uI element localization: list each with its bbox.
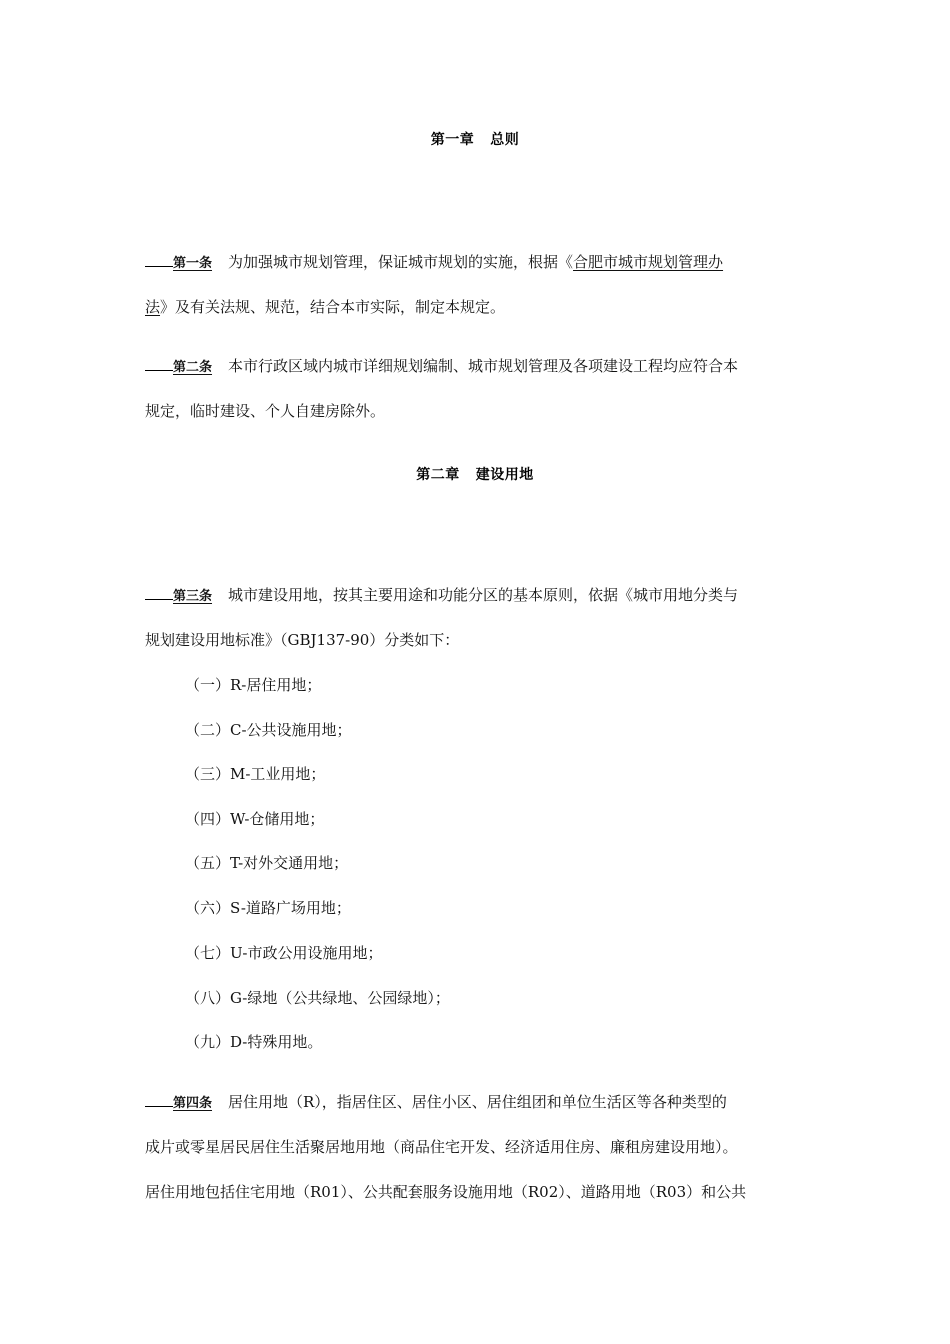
- article-1-reference-link[interactable]: 合肥市城市规划管理办: [573, 253, 724, 271]
- article-1-line-1: [145, 252, 810, 274]
- list-item: （八）G-绿地（公共绿地、公园绿地）；: [185, 989, 450, 1007]
- list-item: （五）T-对外交通用地；: [185, 854, 349, 872]
- article-4-line-2: [145, 1137, 810, 1157]
- article-2-line-2: [145, 401, 810, 421]
- list-item: （九）D-特殊用地。: [185, 1033, 323, 1051]
- chapter-2-title: 建设用地: [475, 467, 534, 483]
- article-2-text-1: 本市行政区域内城市详细规划编制、城市规划管理及各项建设工程均应符合本: [228, 357, 739, 375]
- article-1-reference-link-end[interactable]: 法: [145, 298, 161, 316]
- article-1-text-post: 》及有关法规、规范，结合本市实际，制定本规定。: [160, 298, 506, 316]
- article-2-label: 第二条: [173, 360, 213, 375]
- article-3-text-1: 城市建设用地，按其主要用途和功能分区的基本原则，依据《城市用地分类与: [228, 586, 739, 604]
- article-3-line-1: [145, 585, 810, 607]
- article-3-text-2: 规划建设用地标准》（GBJ137-90）分类如下：: [145, 631, 460, 649]
- list-item: （二）C-公共设施用地；: [185, 721, 352, 739]
- chapter-2-heading: [0, 464, 950, 484]
- article-1-line-2: [145, 297, 810, 317]
- article-4-text-2: 成片或零星居民居住生活聚居地用地（商品住宅开发、经济适用住房、廉租房建设用地）。: [145, 1138, 738, 1156]
- article-4-text-3: 居住用地包括住宅用地（R01）、公共配套服务设施用地（R02）、道路用地（R03）和公共: [145, 1183, 747, 1201]
- chapter-1-number: 第一章: [430, 132, 475, 148]
- article-2-text-2: 规定，临时建设、个人自建房除外。: [145, 402, 386, 420]
- article-2-line-1: [145, 356, 810, 378]
- article-4-text-1: 居住用地（R），指居住区、居住小区、居住组团和单位生活区等各种类型的: [228, 1093, 727, 1111]
- chapter-1-heading: [0, 129, 950, 149]
- article-3-label: 第三条: [173, 589, 213, 604]
- article-4-line-1: [145, 1092, 810, 1114]
- chapter-2-number: 第二章: [416, 467, 460, 483]
- chapter-1-title: 总则: [490, 132, 520, 148]
- list-item: （一）R-居住用地；: [185, 676, 322, 694]
- list-item: （四）W-仓储用地；: [185, 810, 325, 828]
- article-4-label: 第四条: [173, 1096, 213, 1111]
- list-item: （七）U-市政公用设施用地；: [185, 944, 383, 962]
- list-item: （六）S-道路广场用地；: [185, 899, 351, 917]
- article-1-text-pre: 为加强城市规划管理，保证城市规划的实施，根据《: [228, 253, 574, 271]
- list-item: （三）M-工业用地；: [185, 765, 326, 783]
- article-4-line-3: [145, 1182, 810, 1202]
- article-3-line-2: [145, 630, 810, 650]
- article-1-label: 第一条: [173, 256, 213, 271]
